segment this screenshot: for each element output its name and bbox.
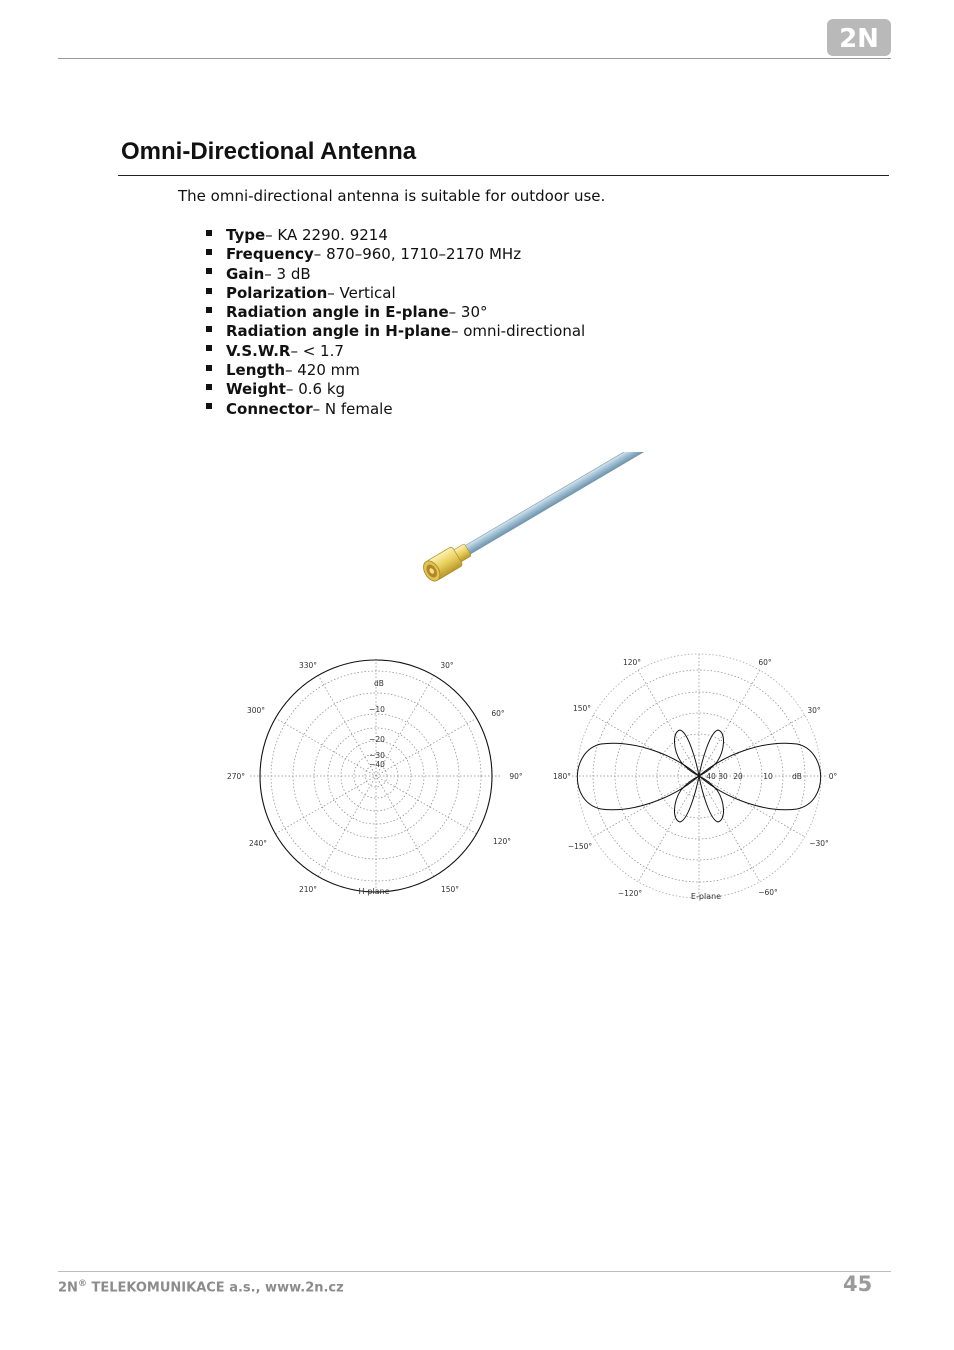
h-db-label: −10 [369,705,385,714]
e-db-label: 20 [733,772,743,781]
h-angle-label: 210° [298,885,318,894]
e-angle-label: −150° [567,842,593,851]
bullet-icon [206,384,212,390]
h-angle-label: 150° [440,885,460,894]
e-angle-label: 0° [828,772,838,781]
bullet-icon [206,249,212,255]
h-angle-label: 300° [246,706,266,715]
spec-label: Radiation angle in E-plane [226,303,449,322]
h-db-label: −30 [369,751,385,760]
bullet-icon [206,345,212,351]
logo-text: 2N [839,24,879,54]
h-angle-label: 60° [491,709,505,718]
h-plane-diagram [222,652,528,902]
e-db-label: 40 [706,772,716,781]
e-db-label: dB [792,772,802,781]
footer-company-rest: TELEKOMUNIKACE a.s., www.2n.cz [86,1280,344,1296]
bullet-icon [206,403,212,409]
spec-list [206,226,585,419]
spec-item-gain [206,265,585,284]
e-angle-label: 120° [622,658,642,667]
header-rule [58,58,891,59]
spec-value: – 420 mm [285,361,360,380]
h-angle-label: 270° [226,772,246,781]
registered-mark: ® [77,1279,87,1289]
spec-item-weight [206,380,585,399]
spec-item-frequency [206,245,585,264]
spec-label: Connector [226,399,313,418]
bullet-icon [206,288,212,294]
e-angle-label: 150° [572,704,592,713]
e-db-label: 10 [763,772,773,781]
spec-value: – KA 2290. 9214 [265,226,388,244]
e-angle-label: −30° [809,839,829,848]
title-underline [118,175,889,176]
spec-label: Type [226,226,266,244]
h-angle-label: 240° [248,839,268,848]
bullet-icon [206,230,212,236]
e-plane-caption: E-plane [690,892,722,901]
spec-value: – omni-directional [450,322,586,341]
spec-label: Polarization [226,283,328,302]
intro-paragraph: The omni-directional antenna is suitable for outdoor use. [178,187,606,205]
spec-item-length [206,361,585,380]
h-angle-label: 90° [509,772,523,781]
spec-value: – 30° [448,303,488,322]
spec-label: V.S.W.R [226,341,291,360]
e-plane-diagram [552,652,848,902]
bullet-icon [206,326,212,332]
bullet-icon [206,307,212,313]
spec-label: Length [226,361,285,380]
spec-item-type [206,226,585,245]
page-number: 45 [843,1272,873,1296]
spec-item-h-plane-angle [206,322,585,341]
h-db-label: −40 [369,760,385,769]
spec-value: – 0.6 kg [285,380,346,399]
h-angle-label: 120° [492,837,512,846]
bullet-icon [206,268,212,274]
page-title: Omni-Directional Antenna [121,138,417,165]
spec-value: – 870–960, 1710–2170 MHz [313,245,522,264]
spec-value: – < 1.7 [290,341,344,360]
spec-label: Radiation angle in H-plane [226,322,451,341]
spec-label: Frequency [226,245,314,264]
spec-item-polarization [206,284,585,303]
h-db-label: dB [374,679,384,688]
spec-value: – 3 dB [264,264,311,283]
spec-value: – N female [312,399,393,418]
h-plane-caption: H-plane [358,887,390,896]
e-angle-label: 30° [807,706,821,715]
h-angle-label: 30° [440,661,454,670]
footer-company-prefix: 2N [58,1280,78,1296]
spec-item-vswr [206,342,585,361]
h-angle-label: 330° [298,661,318,670]
spec-label: Weight [226,380,286,399]
e-db-label: 30 [718,772,728,781]
2n-logo [827,19,891,56]
spec-label: Gain [226,264,265,283]
e-angle-label: −60° [758,888,778,897]
footer-rule [58,1271,891,1272]
e-angle-label: −120° [617,889,643,898]
antenna-illustration [408,452,653,594]
bullet-icon [206,365,212,371]
footer-company [58,1279,344,1295]
spec-value: – Vertical [327,283,396,302]
spec-item-e-plane-angle [206,303,585,322]
e-angle-label: 60° [758,658,772,667]
e-angle-label: 180° [552,772,572,781]
spec-item-connector [206,400,585,419]
h-db-label: −20 [369,735,385,744]
